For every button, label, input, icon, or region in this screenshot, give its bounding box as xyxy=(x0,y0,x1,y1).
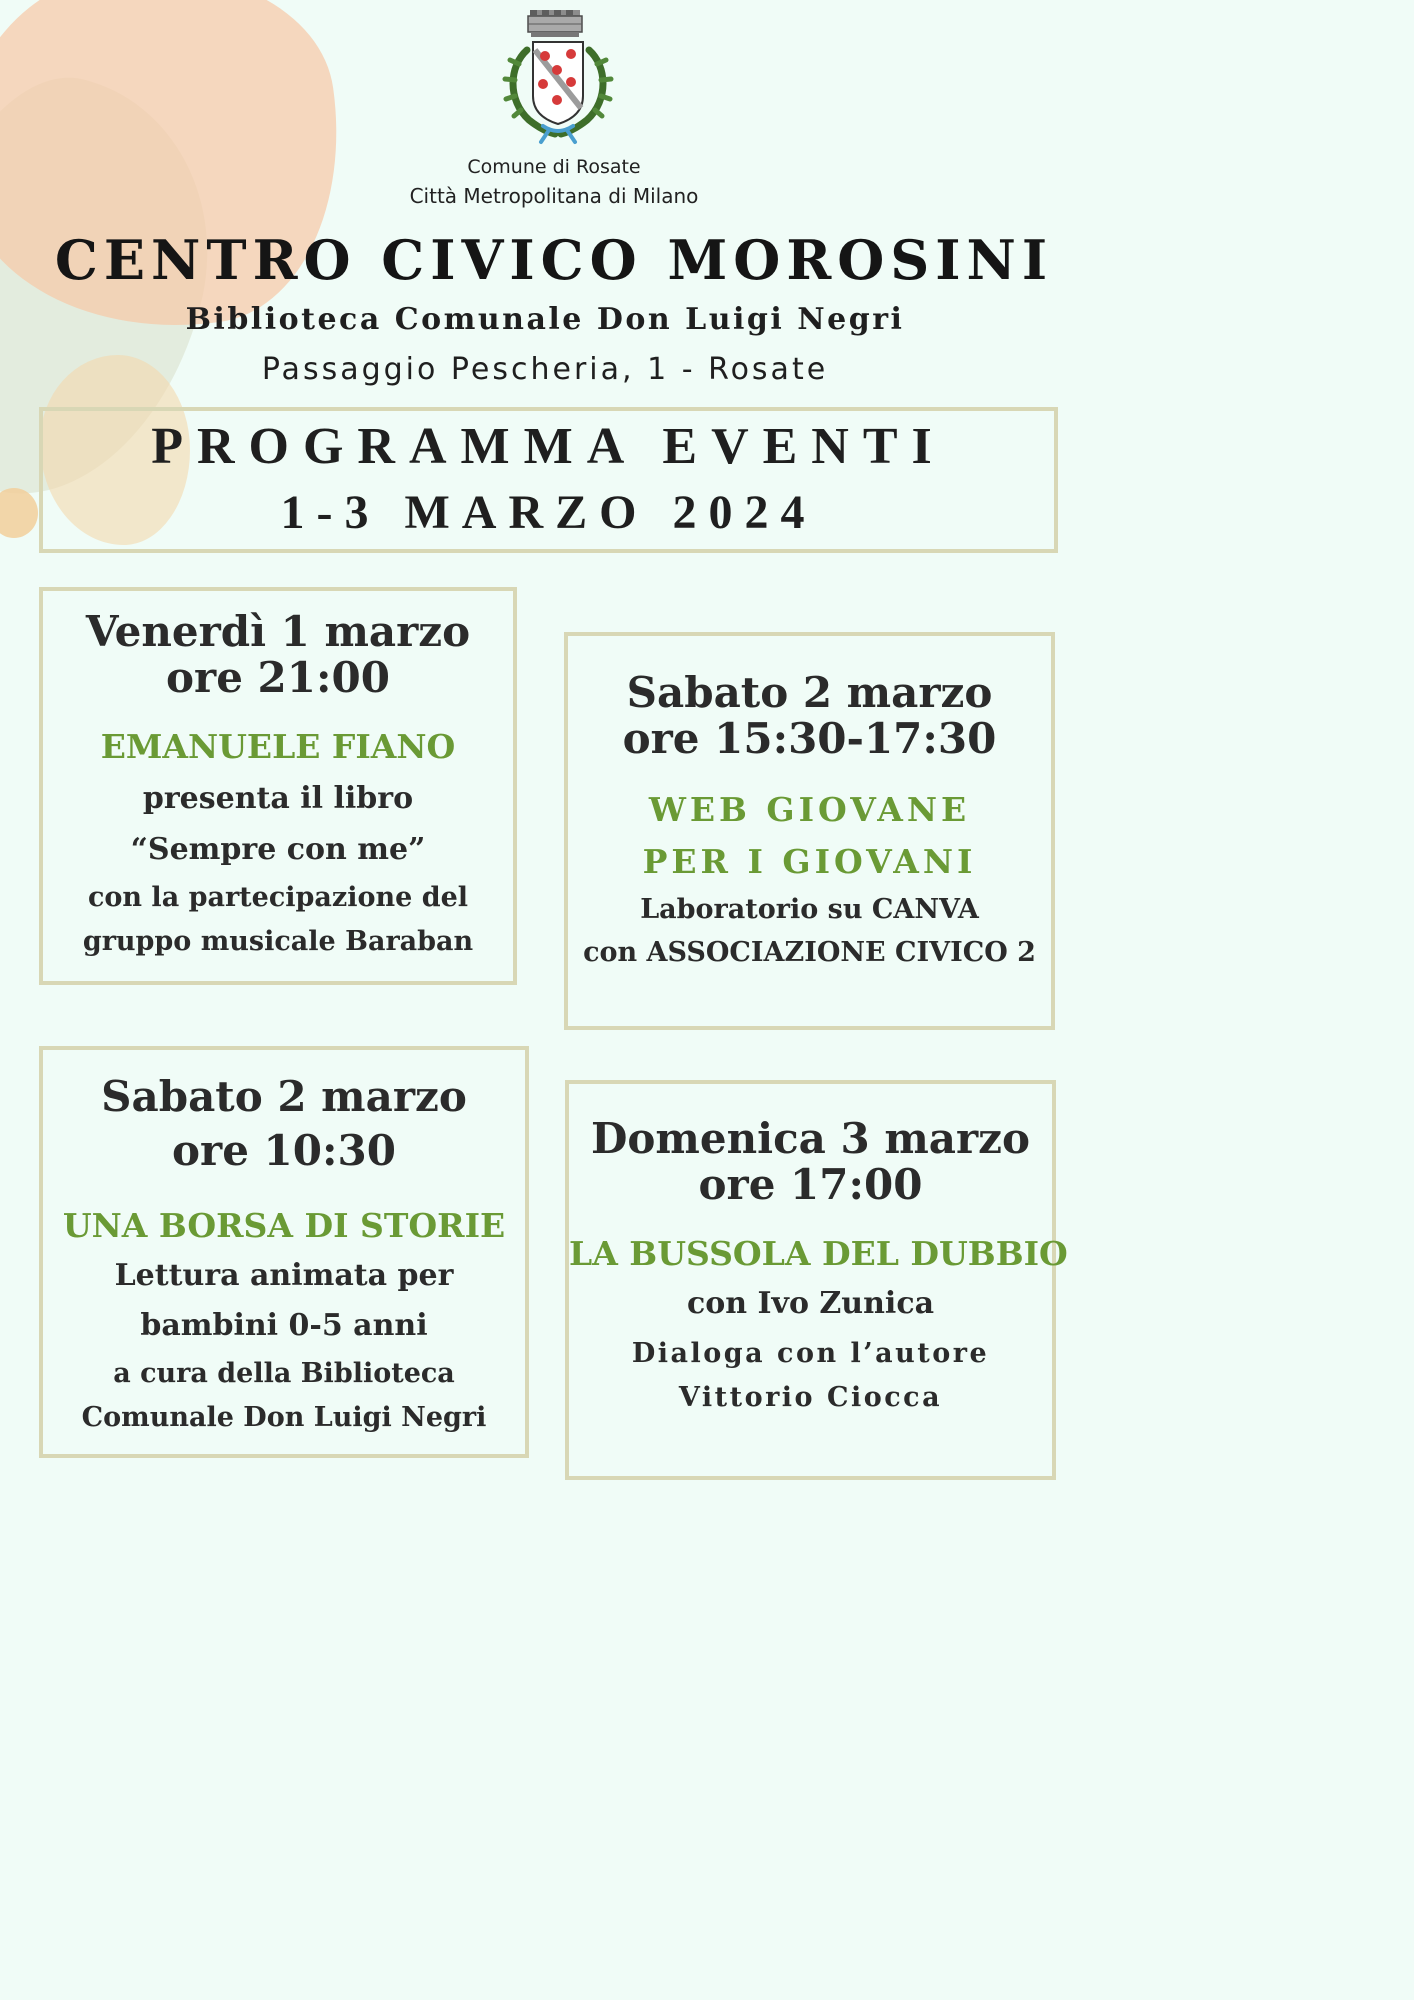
event-description-line: Lettura animata per xyxy=(114,1258,454,1293)
event-card-venerdi xyxy=(39,587,517,985)
decorative-circle xyxy=(0,488,38,538)
event-description-line: Laboratorio su CANVA xyxy=(640,894,979,925)
event-card-domenica xyxy=(565,1080,1068,1480)
event-date: Sabato 2 marzo xyxy=(626,668,993,717)
event-description-line: con la partecipazione del xyxy=(87,882,469,913)
event-description-line: con Ivo Zunica xyxy=(686,1286,935,1321)
event-time: ore 15:30-17:30 xyxy=(622,714,997,763)
coat-of-arms-icon xyxy=(499,8,617,148)
event-date: Sabato 2 marzo xyxy=(101,1072,467,1121)
event-date: Domenica 3 marzo xyxy=(591,1114,1030,1163)
event-time: ore 17:00 xyxy=(698,1160,923,1209)
event-time: ore 21:00 xyxy=(166,653,390,702)
library-name: Biblioteca Comunale Don Luigi Negri xyxy=(185,302,905,337)
event-description-line: Dialoga con l’autore xyxy=(631,1338,990,1369)
event-description-line: gruppo musicale Baraban xyxy=(82,926,474,957)
event-time: ore 10:30 xyxy=(172,1126,396,1175)
event-date: Venerdì 1 marzo xyxy=(85,607,471,656)
page-title: CENTRO CIVICO MOROSINI xyxy=(54,228,1054,292)
event-title: EMANUELE FIANO xyxy=(100,727,456,766)
municipality-name: Comune di Rosate xyxy=(467,156,641,178)
event-title: PER I GIOVANI xyxy=(642,842,977,881)
metropolitan-city: Città Metropolitana di Milano xyxy=(409,184,699,208)
event-description-line: Comunale Don Luigi Negri xyxy=(81,1402,487,1433)
event-title: UNA BORSA DI STORIE xyxy=(62,1206,506,1245)
event-card-sabato-pomeriggio xyxy=(564,632,1055,1030)
program-dates: 1-3 MARZO 2024 xyxy=(280,486,817,539)
program-heading-box xyxy=(39,407,1058,553)
event-card-sabato-mattina xyxy=(39,1046,529,1458)
event-description-line: Vittorio Ciocca xyxy=(678,1382,943,1413)
event-description-line: con ASSOCIAZIONE CIVICO 2 xyxy=(583,937,1036,968)
program-heading: PROGRAMMA EVENTI xyxy=(151,418,946,475)
event-title: LA BUSSOLA DEL DUBBIO xyxy=(569,1234,1068,1273)
event-description-line: bambini 0-5 anni xyxy=(140,1308,428,1343)
event-description-line: a cura della Biblioteca xyxy=(113,1358,455,1389)
event-title: WEB GIOVANE xyxy=(648,790,971,829)
event-description-line: “Sempre con me” xyxy=(130,832,426,867)
event-description-line: presenta il libro xyxy=(142,781,414,816)
address: Passaggio Pescheria, 1 - Rosate xyxy=(261,352,829,387)
